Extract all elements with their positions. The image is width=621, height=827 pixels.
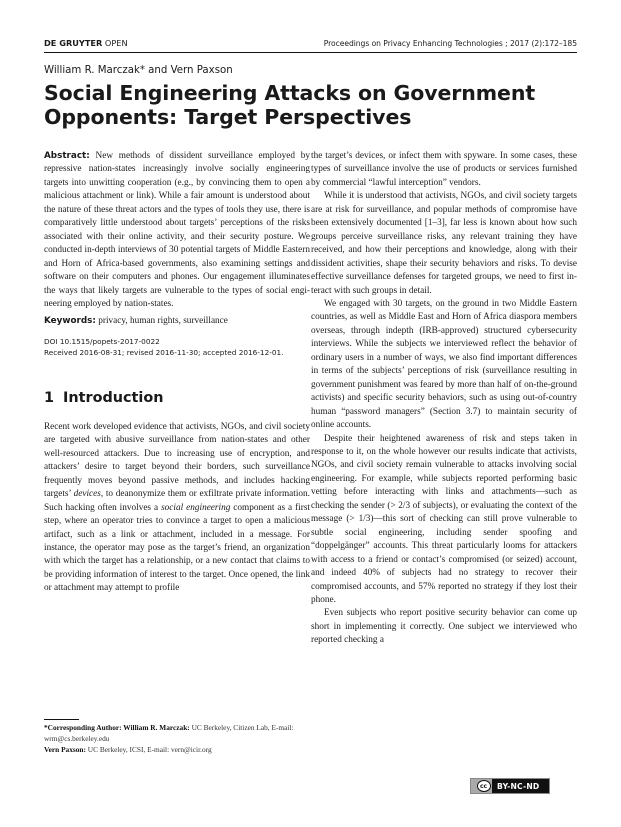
author-list: William R. Marczak* and Vern Paxson (44, 65, 233, 76)
paper-title: Social Engineering Attacks on Government Opponents: Target Perspectives (44, 81, 536, 129)
section-number: 1 (44, 389, 55, 406)
keywords-text: privacy, human rights, surveillance (95, 316, 228, 327)
submission-dates: Received 2016-08-31; revised 2016-11-30; accepted 2016-12-01. (44, 347, 284, 357)
intro-paragraph-5: Even subjects who report positive security behavior can come up short in implementing it correctly. One subject we interviewed who reported checking a (311, 608, 577, 646)
emphasis-social-engineering: social engineering (161, 502, 231, 513)
section-title: Introduction (63, 389, 164, 406)
footnote-author2-label: Vern Paxson: (44, 745, 86, 754)
abstract-label: Abstract: (44, 151, 90, 161)
abstract (44, 150, 310, 311)
article-metadata (44, 336, 310, 358)
journal-citation: Proceedings on Privacy Enhancing Technologies ; 2017 (2):172–185 (323, 39, 577, 48)
license-badge[interactable] (470, 778, 550, 794)
intro-p1-text-b: , to deanonymize them or exfiltrate private information. Such hacking often involves a (44, 489, 310, 513)
cc-icon-box (471, 779, 492, 793)
publisher-name (44, 37, 128, 50)
section-heading (44, 389, 310, 407)
left-column (44, 150, 310, 596)
intro-paragraph-3: We engaged with 30 targets, on the ground in two Middle Eastern countries, as well as Middle East and Horn of Africa diaspora members overseas, through indepth (IRB-approved) structured cybersecurity interviews. While the subjects we interviewed reflect the behavior of ordinary users in a number of ways, we also find important differences in terms of the subjects’ perceptions of risk (surveillance resulting in government punishment was feared by more than half of on-the-ground activists) and specific security behaviors, such as using out-of-country human “password managers” (Section 3.7) to maintain security of online accounts. (311, 298, 577, 431)
intro-p1-text-a: Recent work developed evidence that activists, NGOs, and civil society are targeted with abusive surveillance from nation-states and other well-resourced attackers. Due to increasing use of encryption, and attackers’ desire to target beyond their borders, such surveillance frequently moves beyond passive methods, and includes hacking targets’ (44, 421, 310, 500)
license-text: BY-NC-ND (497, 781, 540, 791)
right-column (311, 150, 577, 648)
creative-commons-icon: cc (477, 780, 491, 792)
emphasis-devices: devices (73, 489, 101, 500)
intro-paragraph-2: While it is understood that activists, NGOs, and civil society targets are at risk for surveillance, and popular methods of compromise have been extensively documented [1–3], far less is known about how such groups perceive surveillance risks, any relevant training they have received, and how their perceptions and knowledge, along with their dissident activities, shape their security behaviors and risks. To devise effective surveillance defenses for targeted groups, we need to first interact with such groups in detail. (311, 191, 577, 296)
intro-paragraph-4: Despite their heightened awareness of risk and steps taken in response to it, on the whole however our results indicate that activists, NGOs, and civil society remain vulnerable to attacks involving social engineering. For example, while subjects reported performing basic vetting before interacting with links and attachments—such as checking the sender (> 2/3 of subjects), or evaluating the context of the message (> 1/3)—this sort of checking can still prove vulnerable to subtle social engineering, including sender spoofing and “doppelgänger” accounts. This threat particularly looms for attackers with access to a friend or contact’s compromised (or seized) account, and indeed 40% of subjects had no strategy to recover their compromised accounts, and 57% reported no strategy if they lost their phone. (311, 433, 577, 605)
keywords (44, 315, 310, 328)
abstract-text: New methods of dissident surveillance employed by repressive nation-states increasingly involve socially engineering targets into unwitting cooperation (e.g., by convincing them to open a malicious attachment or link). While a fair amount is understood about the nature of these threat actors and the types of tools they use, there is comparatively little understood about targets’ perceptions of the risks associated with their online activity, and their security posture. We conducted in-depth interviews of 30 potential targets of Middle Eastern and Horn of Africa-based governments, also examining settings and software on their computers and phones. Our engagement illuminates the ways that likely targets are vulnerable to the types of social engineering employed by nation-states. (44, 151, 310, 309)
footnote-author1-label: *Corresponding Author: William R. Marczak: (44, 723, 190, 732)
footnote-author1-affiliation: UC Berkeley, Citizen Lab, E-mail: wrm@cs.berkeley.edu (44, 723, 294, 743)
running-header (44, 37, 577, 50)
footnote-rule (44, 719, 79, 720)
intro-p1-text-c: component as a first step, where an operator tries to convince a target to open a malicious artifact, such as a link or attachment, included in a message. For instance, the operator may pose as the target’s friend, an organization with which the target has a relationship, or a new contact that claims to be providing information of interest to the target. Once opened, the link or attachment may attempt to profile (44, 502, 311, 594)
keywords-label: Keywords: (44, 316, 96, 327)
doi[interactable]: DOI 10.1515/popets-2017-0022 (44, 336, 160, 346)
header-rule (44, 52, 577, 53)
author-footnote (44, 722, 310, 755)
intro-paragraph-1 (44, 421, 310, 596)
footnote-author2-affiliation: UC Berkeley, ICSI, E-mail: vern@icir.org (85, 745, 212, 754)
publisher-name-bold: DE GRUYTER (44, 38, 103, 48)
publisher-name-rest: OPEN (102, 38, 128, 48)
intro-paragraph-1-continued: the target’s devices, or infect them with spyware. In some cases, these types of surveillance involve the use of products or services furnished by commercial “lawful interception” vendors. (311, 151, 577, 188)
